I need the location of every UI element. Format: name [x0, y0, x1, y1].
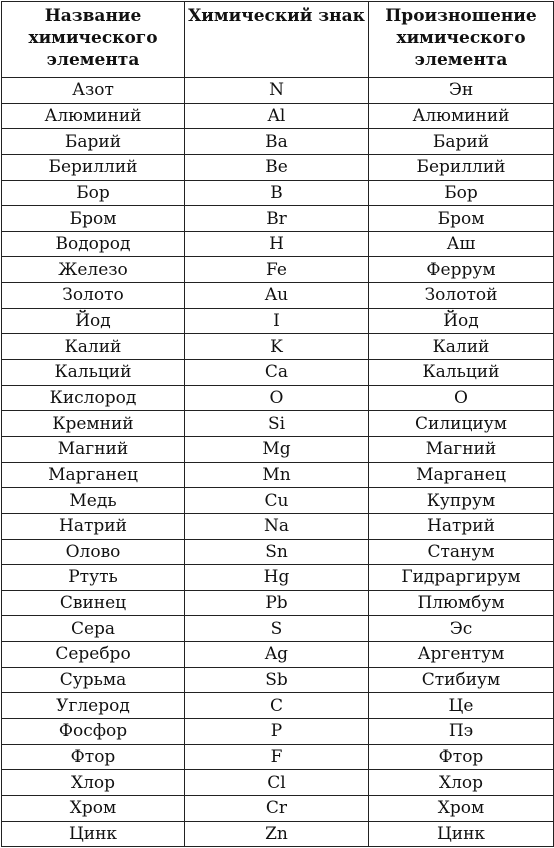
- element-name-cell: Кальций: [2, 360, 185, 386]
- element-name-cell: Кремний: [2, 411, 185, 437]
- chemical-symbol-cell: Sn: [185, 539, 369, 565]
- element-name-cell: Сурьма: [2, 667, 185, 693]
- chemical-symbol-cell: N: [185, 78, 369, 104]
- element-name-cell: Кислород: [2, 385, 185, 411]
- pronunciation-cell: Магний: [369, 436, 554, 462]
- pronunciation-cell: Фтор: [369, 744, 554, 770]
- chemical-symbol-cell: H: [185, 231, 369, 257]
- element-name-cell: Хлор: [2, 770, 185, 796]
- chemical-symbol-cell: Mn: [185, 462, 369, 488]
- pronunciation-cell: Натрий: [369, 513, 554, 539]
- chemical-symbol-cell: Al: [185, 103, 369, 129]
- table-row: [2, 667, 554, 693]
- chemical-symbol-cell: B: [185, 180, 369, 206]
- table-row: [2, 360, 554, 386]
- table-row: [2, 231, 554, 257]
- pronunciation-cell: Марганец: [369, 462, 554, 488]
- chemical-symbol-cell: F: [185, 744, 369, 770]
- chemical-symbol-cell: Be: [185, 154, 369, 180]
- element-name-cell: Алюминий: [2, 103, 185, 129]
- pronunciation-cell: Кальций: [369, 360, 554, 386]
- element-name-cell: Ртуть: [2, 565, 185, 591]
- table-row: [2, 308, 554, 334]
- pronunciation-cell: Бром: [369, 206, 554, 232]
- pronunciation-cell: Бор: [369, 180, 554, 206]
- chemical-symbol-cell: S: [185, 616, 369, 642]
- element-name-cell: Цинк: [2, 821, 185, 847]
- table-row: [2, 206, 554, 232]
- table-row: [2, 257, 554, 283]
- chemical-symbol-cell: P: [185, 719, 369, 745]
- table-row: [2, 103, 554, 129]
- header-chemical-symbol: [185, 2, 369, 78]
- chemical-symbol-cell: Ba: [185, 129, 369, 155]
- pronunciation-cell: Эн: [369, 78, 554, 104]
- header-line: Химический знак: [188, 6, 365, 26]
- table-row: [2, 693, 554, 719]
- pronunciation-cell: Феррум: [369, 257, 554, 283]
- pronunciation-cell: О: [369, 385, 554, 411]
- element-name-cell: Медь: [2, 488, 185, 514]
- chemical-symbol-cell: Br: [185, 206, 369, 232]
- pronunciation-cell: Аргентум: [369, 642, 554, 668]
- table-row: [2, 436, 554, 462]
- chemical-symbol-cell: Sb: [185, 667, 369, 693]
- table-row: [2, 616, 554, 642]
- table-row: [2, 565, 554, 591]
- element-name-cell: Серебро: [2, 642, 185, 668]
- chemical-symbol-cell: Mg: [185, 436, 369, 462]
- header-element-name: [2, 2, 185, 78]
- pronunciation-cell: Хром: [369, 795, 554, 821]
- element-name-cell: Олово: [2, 539, 185, 565]
- table-row: [2, 129, 554, 155]
- pronunciation-cell: Плюмбум: [369, 590, 554, 616]
- chemical-symbol-cell: Cu: [185, 488, 369, 514]
- chemical-symbol-cell: Cl: [185, 770, 369, 796]
- table-body: [2, 78, 554, 847]
- chemical-symbol-cell: I: [185, 308, 369, 334]
- pronunciation-cell: Калий: [369, 334, 554, 360]
- table-row: [2, 744, 554, 770]
- elements-table: [1, 1, 554, 847]
- element-name-cell: Барий: [2, 129, 185, 155]
- table-row: [2, 770, 554, 796]
- chemical-symbol-cell: Na: [185, 513, 369, 539]
- header-line: элемента: [414, 50, 508, 70]
- pronunciation-cell: Цинк: [369, 821, 554, 847]
- table-row: [2, 488, 554, 514]
- table-row: [2, 590, 554, 616]
- chemical-symbol-cell: C: [185, 693, 369, 719]
- element-name-cell: Золото: [2, 283, 185, 309]
- element-name-cell: Марганец: [2, 462, 185, 488]
- chemical-symbol-cell: O: [185, 385, 369, 411]
- element-name-cell: Калий: [2, 334, 185, 360]
- table-row: [2, 821, 554, 847]
- element-name-cell: Бор: [2, 180, 185, 206]
- chemical-symbol-cell: Au: [185, 283, 369, 309]
- chemical-symbol-cell: Fe: [185, 257, 369, 283]
- pronunciation-cell: Це: [369, 693, 554, 719]
- header-line: Название: [44, 6, 142, 26]
- chemical-symbol-cell: Cr: [185, 795, 369, 821]
- pronunciation-cell: Хлор: [369, 770, 554, 796]
- chemical-symbol-cell: Si: [185, 411, 369, 437]
- pronunciation-cell: Купрум: [369, 488, 554, 514]
- table-row: [2, 283, 554, 309]
- element-name-cell: Хром: [2, 795, 185, 821]
- element-name-cell: Бром: [2, 206, 185, 232]
- element-name-cell: Йод: [2, 308, 185, 334]
- chemical-symbol-cell: Pb: [185, 590, 369, 616]
- pronunciation-cell: Бериллий: [369, 154, 554, 180]
- element-name-cell: Водород: [2, 231, 185, 257]
- pronunciation-cell: Гидраргирум: [369, 565, 554, 591]
- table-row: [2, 334, 554, 360]
- element-name-cell: Сера: [2, 616, 185, 642]
- header-pronunciation: [369, 2, 554, 78]
- table-row: [2, 539, 554, 565]
- table-row: [2, 513, 554, 539]
- pronunciation-cell: Золотой: [369, 283, 554, 309]
- element-name-cell: Свинец: [2, 590, 185, 616]
- pronunciation-cell: Пэ: [369, 719, 554, 745]
- table-row: [2, 78, 554, 104]
- element-name-cell: Фтор: [2, 744, 185, 770]
- chemical-symbol-cell: Zn: [185, 821, 369, 847]
- element-name-cell: Магний: [2, 436, 185, 462]
- table-row: [2, 795, 554, 821]
- header-line: химического: [396, 28, 526, 48]
- header-line: химического: [28, 28, 158, 48]
- pronunciation-cell: Силициум: [369, 411, 554, 437]
- pronunciation-cell: Барий: [369, 129, 554, 155]
- chemical-symbol-cell: Ca: [185, 360, 369, 386]
- pronunciation-cell: Станум: [369, 539, 554, 565]
- pronunciation-cell: Стибиум: [369, 667, 554, 693]
- chemical-symbol-cell: Hg: [185, 565, 369, 591]
- element-name-cell: Азот: [2, 78, 185, 104]
- table-row: [2, 154, 554, 180]
- header-line: элемента: [46, 50, 140, 70]
- chemical-symbol-cell: K: [185, 334, 369, 360]
- table-row: [2, 642, 554, 668]
- table-row: [2, 180, 554, 206]
- element-name-cell: Железо: [2, 257, 185, 283]
- table-row: [2, 411, 554, 437]
- header-row: [2, 2, 554, 78]
- chemical-symbol-cell: Ag: [185, 642, 369, 668]
- pronunciation-cell: Эс: [369, 616, 554, 642]
- element-name-cell: Углерод: [2, 693, 185, 719]
- element-name-cell: Натрий: [2, 513, 185, 539]
- table-row: [2, 462, 554, 488]
- pronunciation-cell: Алюминий: [369, 103, 554, 129]
- pronunciation-cell: Йод: [369, 308, 554, 334]
- pronunciation-cell: Аш: [369, 231, 554, 257]
- element-name-cell: Фосфор: [2, 719, 185, 745]
- element-name-cell: Бериллий: [2, 154, 185, 180]
- header-line: Произношение: [385, 6, 537, 26]
- table-row: [2, 719, 554, 745]
- table-row: [2, 385, 554, 411]
